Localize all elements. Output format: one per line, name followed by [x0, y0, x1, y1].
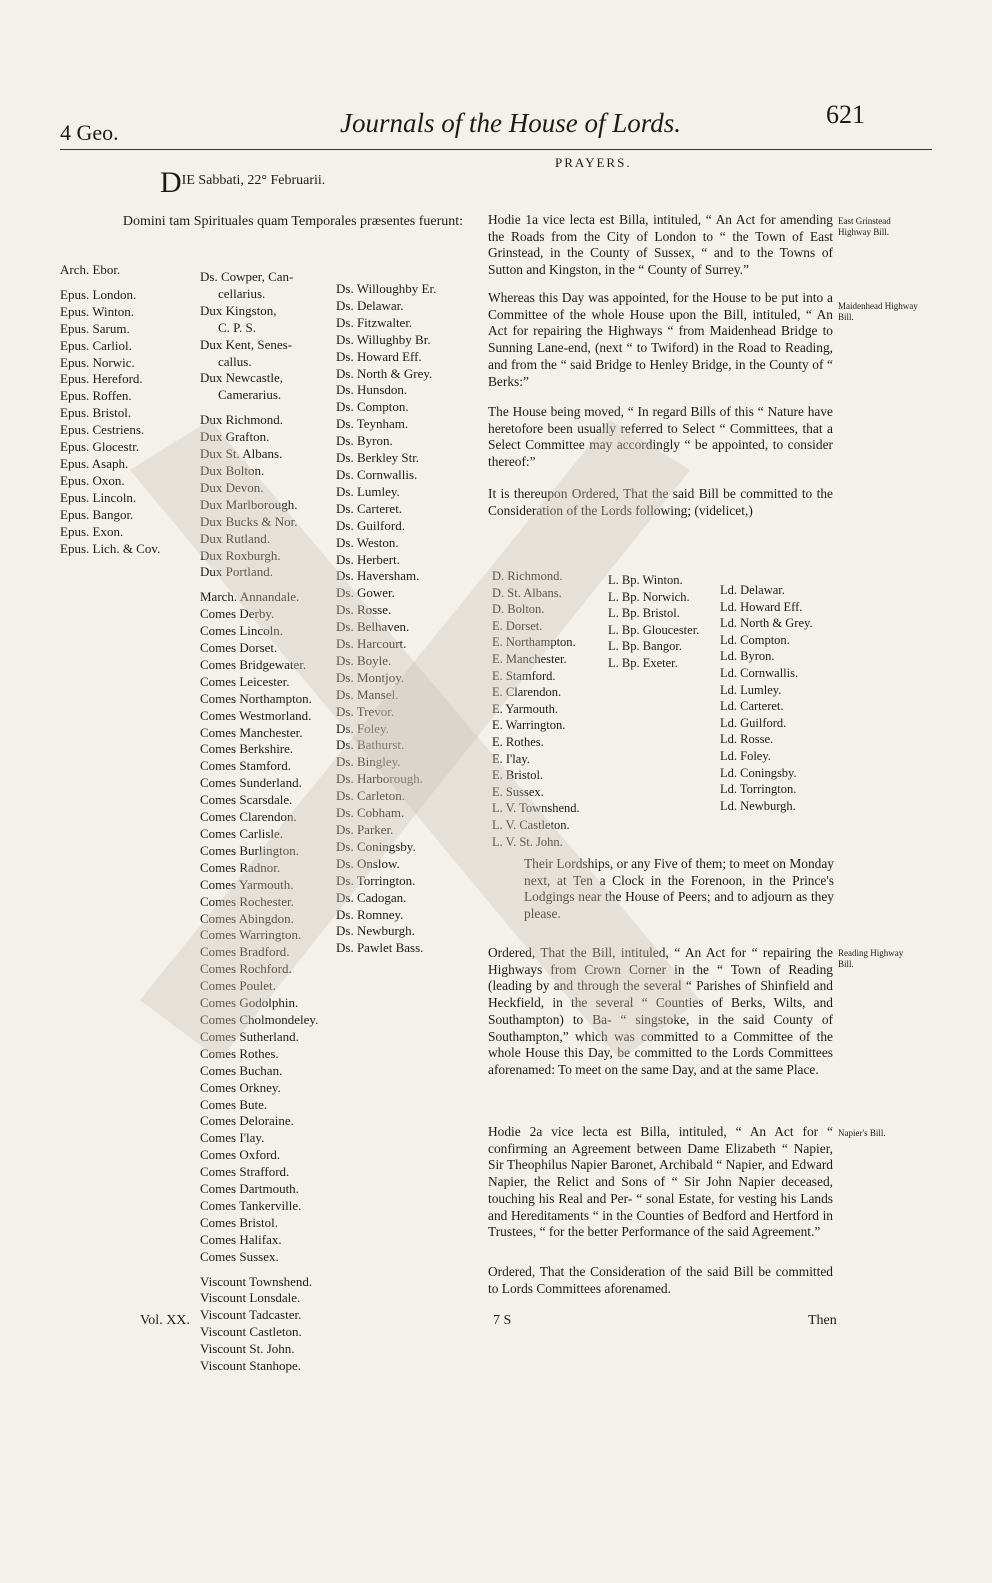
- name-entry: L. Bp. Exeter.: [608, 655, 678, 670]
- name-entry: March. Annandale.: [200, 589, 300, 605]
- name-entry: Comes Rochester.: [200, 893, 294, 909]
- name-entry: Viscount Tadcaster.: [200, 1307, 302, 1323]
- entry-east-grinstead-bill: Hodie 1a vice lecta est Billa, intituled, “ An Act for amending the Roads from the City of London to “ the Town of East Grinstead, in the County of Sussex, “ and to the Towns of Sutton and Kingston, in the “ County of Surrey.”: [488, 212, 833, 278]
- name-entry: Comes Northampton.: [200, 690, 312, 706]
- committee-lords-bishops: [608, 572, 699, 672]
- name-entry: Comes Dorset.: [200, 640, 278, 656]
- name-entry: Dux Kingston,: [200, 302, 277, 318]
- name-entry: Dux Bolton.: [200, 462, 265, 478]
- name-entry: Ds. Berkley Str.: [336, 450, 420, 466]
- name-entry: Ds. Boyle.: [336, 652, 392, 668]
- committee-lords-temporal: [492, 568, 580, 850]
- name-entry: Dux St. Albans.: [200, 446, 283, 462]
- name-entry: Epus. Roffen.: [60, 388, 132, 404]
- name-entry: Arch. Ebor.: [60, 262, 121, 277]
- catchword: Then: [808, 1313, 837, 1328]
- name-entry: Comes Radnor.: [200, 859, 281, 875]
- name-entry: Comes Carlisle.: [200, 826, 284, 841]
- name-entry: Ds. Rosse.: [336, 602, 392, 618]
- name-entry: Ds. Delawar.: [336, 297, 404, 313]
- name-entry: Ds. Weston.: [336, 534, 399, 550]
- name-entry: Comes Halifax.: [200, 1231, 282, 1247]
- name-entry: Epus. Carliol.: [60, 337, 132, 353]
- name-entry: Comes Rochford.: [200, 961, 292, 977]
- margin-note-maidenhead: Maidenhead Highway Bill.: [838, 301, 918, 322]
- name-entry: Ds. Harborough.: [336, 771, 424, 787]
- name-entry: Ds. Cornwallis.: [336, 466, 418, 482]
- name-entry: Ld. Carteret.: [720, 699, 784, 714]
- name-entry: Comes Bristol.: [200, 1214, 279, 1230]
- name-entry: Comes Bute.: [200, 1096, 268, 1112]
- name-entry: Ds. Bathurst.: [336, 737, 405, 753]
- name-entry: Comes Orkney.: [200, 1079, 281, 1095]
- name-entry: Ld. Guilford.: [720, 715, 787, 730]
- entry-napier-bill: Hodie 2a vice lecta est Billa, intituled, “ An Act for “ confirming an Agreement between Dame Elizabeth “ Napier, Sir Theophilus Napier Baronet, Archibald “ Napier, and Edward Napier, the Relict and Sons of “ Sir John Napier deceased, touching his Real and Per- “ sonal Estate, for vesting his Lands and Hereditaments “ in the Counties of Bedford and Hertford in Trustees, “ for the better Performance of the said Agreement.”: [488, 1124, 833, 1240]
- name-entry: Ld. North & Grey.: [720, 616, 813, 631]
- name-entry: E. Northampton.: [492, 635, 576, 650]
- name-entry: E. Sussex.: [492, 784, 544, 799]
- name-entry: Comes I'lay.: [200, 1130, 265, 1146]
- name-entry: E. Dorset.: [492, 618, 543, 633]
- name-entry: Comes Cholmondeley.: [200, 1011, 319, 1027]
- name-entry: Comes Berkshire.: [200, 741, 294, 757]
- name-entry: E. Rothes.: [492, 734, 544, 749]
- name-entry: Viscount Townshend.: [200, 1273, 313, 1289]
- name-entry: E. Yarmouth.: [492, 701, 558, 716]
- name-entry: Dux Newcastle,: [200, 370, 284, 386]
- name-entry: L. Bp. Gloucester.: [608, 622, 700, 637]
- name-entry: Ds. Haversham.: [336, 568, 420, 584]
- name-entry: Comes Poulet.: [200, 978, 276, 994]
- name-entry: Ds. Bingley.: [336, 754, 401, 770]
- name-entry: Ld. Howard Eff.: [720, 599, 803, 614]
- name-entry: Camerarius.: [218, 387, 282, 403]
- name-entry: Dux Richmond.: [200, 412, 284, 428]
- name-entry: Comes Derby.: [200, 606, 275, 622]
- name-entry: Ds. Guilford.: [336, 517, 405, 533]
- name-entry: Ds. Newburgh.: [336, 923, 415, 939]
- name-entry: Dux Grafton.: [200, 429, 270, 445]
- name-entry: Ld. Torrington.: [720, 782, 797, 797]
- name-entry: D. Bolton.: [492, 602, 545, 617]
- name-entry: Dux Bucks & Nor.: [200, 513, 298, 529]
- name-entry: Comes Strafford.: [200, 1164, 290, 1180]
- name-entry: Ds. Belhaven.: [336, 619, 410, 635]
- name-entry: Comes Oxford.: [200, 1147, 281, 1163]
- name-entry: D. St. Albans.: [492, 585, 562, 600]
- name-entry: Epus. Lincoln.: [60, 489, 137, 505]
- name-entry: Comes Stamford.: [200, 758, 291, 774]
- attendance-heading: Domini tam Spirituales quam Temporales præsentes fuerunt:: [122, 214, 464, 229]
- name-entry: Viscount Stanhope.: [200, 1358, 302, 1374]
- entry-reading-bill: Ordered, That the Bill, intituled, “ An Act for “ repairing the Highways from Crown Corner in the “ Town of Reading (leading by and through the several “ Parishes of Shinfield and Heckfield, in the several “ Counties of Berks, Wilts, and Southampton) to Ba- “ singstoke, in the said County of Southampton,” which was committed to a Committee of the whole House this Day, be committed to the Lords Committees aforenamed: To meet on the same Day, and at the same Place.: [488, 945, 833, 1077]
- margin-note-reading: Reading Highway Bill.: [838, 948, 904, 969]
- running-head-regnal-year: 4 Geo.: [60, 120, 119, 145]
- name-entry: Ds. Cowper, Can-: [200, 269, 294, 284]
- name-entry: Comes Clarendon.: [200, 809, 297, 825]
- name-entry: Comes Leicester.: [200, 673, 290, 689]
- name-entry: Comes Buchan.: [200, 1062, 283, 1078]
- name-entry: callus.: [218, 353, 252, 369]
- name-entry: Ds. Coningsby.: [336, 838, 416, 854]
- name-entry: L. Bp. Bristol.: [608, 606, 680, 621]
- name-entry: C. P. S.: [218, 319, 256, 335]
- name-entry: Ds. Onslow.: [336, 855, 400, 871]
- name-entry: Ld. Foley.: [720, 748, 771, 763]
- attendance-column-bishops: [60, 262, 160, 557]
- name-entry: Comes Bradford.: [200, 944, 290, 960]
- name-entry: Epus. Oxon.: [60, 472, 125, 488]
- name-entry: Ds. Cadogan.: [336, 889, 407, 905]
- name-entry: Epus. Winton.: [60, 303, 134, 319]
- name-entry: Ld. Rosse.: [720, 732, 774, 747]
- name-entry: E. Bristol.: [492, 768, 544, 783]
- name-entry: Viscount Lonsdale.: [200, 1290, 301, 1306]
- name-entry: Ds. Parker.: [336, 822, 394, 837]
- entry-house-moved: The House being moved, “ In regard Bills of this “ Nature have heretofore been usually referred to Select “ Committees, that a Select Committee may accordingly “ be appointed, to consider thereof:”: [488, 404, 833, 470]
- name-entry: Ds. Pawlet Bass.: [336, 940, 424, 956]
- name-entry: Comes Sunderland.: [200, 775, 302, 791]
- name-entry: Ld. Newburgh.: [720, 798, 796, 813]
- name-entry: Ds. Howard Eff.: [336, 348, 422, 364]
- name-entry: Ld. Coningsby.: [720, 765, 797, 780]
- name-entry: Comes Warrington.: [200, 927, 302, 943]
- name-entry: L. Bp. Winton.: [608, 573, 683, 587]
- name-entry: Ds. Carleton.: [336, 788, 405, 804]
- name-entry: Ds. Torrington.: [336, 872, 416, 888]
- name-entry: Comes Dartmouth.: [200, 1181, 299, 1197]
- name-entry: Epus. Lich. & Cov.: [60, 540, 161, 556]
- committee-lords-barons: [720, 582, 813, 814]
- name-entry: Ds. Willoughby Er.: [336, 281, 437, 296]
- name-entry: Epus. Bristol.: [60, 405, 132, 421]
- attendance-column-barons: [336, 281, 436, 957]
- drop-cap: D: [160, 166, 182, 199]
- name-entry: Dux Devon.: [200, 479, 264, 495]
- attendance-column-peers: [200, 269, 318, 1375]
- name-entry: Ds. Fitzwalter.: [336, 314, 413, 330]
- running-head-title: Journals of the House of Lords.: [340, 108, 682, 138]
- name-entry: Ld. Lumley.: [720, 682, 782, 697]
- volume-mark: Vol. XX.: [140, 1313, 190, 1328]
- name-entry: Ds. Teynham.: [336, 416, 409, 432]
- entry-maidenhead-bill: Whereas this Day was appointed, for the House to be put into a Committee of the whole House upon the Bill, intituled, “ An Act for repairing the Highways “ from Maidenhead Bridge to Sunning Lane-end, (next “ to Twiford) in the Road to Reading, and from the “ said Bridge to Henley Bridge, in the County of “ Berks:”: [488, 290, 833, 389]
- name-entry: L. V. Castleton.: [492, 817, 570, 832]
- name-entry: Comes Westmorland.: [200, 707, 312, 723]
- name-entry: Epus. Hereford.: [60, 371, 143, 387]
- name-entry: Ds. Harcourt.: [336, 636, 407, 652]
- name-entry: Ds. Herbert.: [336, 551, 400, 567]
- name-entry: Epus. Bangor.: [60, 506, 134, 522]
- name-entry: E. Warrington.: [492, 718, 566, 733]
- name-entry: D. Richmond.: [492, 569, 563, 583]
- name-entry: Epus. Glocestr.: [60, 439, 140, 455]
- name-entry: Ld. Delawar.: [720, 583, 785, 597]
- name-entry: Comes Abingdon.: [200, 910, 294, 926]
- signature-mark: 7 S: [493, 1313, 512, 1328]
- name-entry: Ds. Trevor.: [336, 703, 395, 719]
- margin-note-east-grinstead: East Grinstead Highway Bill.: [838, 216, 891, 237]
- name-entry: Ld. Byron.: [720, 649, 775, 664]
- name-entry: Epus. Norwic.: [60, 354, 135, 370]
- name-entry: Epus. London.: [60, 286, 137, 302]
- entry-lordships-meet: Their Lordships, or any Five of them; to meet on Monday next, at Ten a Clock in the Forenoon, in the Prince's Lodgings near the House of Peers; and to adjourn as they please.: [524, 856, 834, 922]
- name-entry: Dux Marlborough.: [200, 496, 298, 512]
- name-entry: E. Clarendon.: [492, 685, 562, 700]
- name-entry: E. Stamford.: [492, 668, 556, 683]
- name-entry: Comes Godolphin.: [200, 995, 299, 1011]
- name-entry: Ds. Montjoy.: [336, 669, 405, 685]
- name-entry: Comes Deloraine.: [200, 1113, 294, 1129]
- name-entry: Ds. Hunsdon.: [336, 382, 408, 398]
- name-entry: Ds. Mansel.: [336, 686, 399, 702]
- name-entry: Ds. Byron.: [336, 433, 393, 449]
- name-entry: E. I'lay.: [492, 751, 530, 766]
- name-entry: Ds. Foley.: [336, 720, 389, 736]
- session-date-text: IE Sabbati, 22° Februarii.: [181, 173, 326, 188]
- name-entry: E. Manchester.: [492, 651, 567, 666]
- entry-napier-order: Ordered, That the Consideration of the said Bill be committed to Lords Committees aforenamed.: [488, 1264, 833, 1296]
- session-date: [160, 168, 325, 198]
- name-entry: Comes Burlington.: [200, 842, 299, 858]
- name-entry: Comes Sutherland.: [200, 1028, 299, 1044]
- page-number: 621: [826, 100, 865, 129]
- name-entry: Comes Sussex.: [200, 1248, 279, 1264]
- name-entry: Ds. Compton.: [336, 399, 409, 415]
- name-entry: Dux Roxburgh.: [200, 547, 281, 563]
- entry-order-committal: It is thereupon Ordered, That the said Bill be committed to the Consideration of the Lords following; (videlicet,): [488, 486, 833, 518]
- name-entry: Epus. Exon.: [60, 523, 124, 539]
- name-entry: Comes Yarmouth.: [200, 876, 294, 892]
- name-entry: Dux Kent, Senes-: [200, 336, 293, 352]
- name-entry: L. Bp. Norwich.: [608, 589, 690, 604]
- name-entry: Viscount St. John.: [200, 1341, 295, 1357]
- name-entry: Ds. Romney.: [336, 906, 404, 922]
- name-entry: Ds. North & Grey.: [336, 365, 433, 381]
- margin-note-napier: Napier's Bill.: [838, 1128, 886, 1138]
- name-entry: Ds. Cobham.: [336, 805, 405, 821]
- name-entry: Viscount Castleton.: [200, 1324, 302, 1340]
- name-entry: Ds. Willughby Br.: [336, 331, 431, 347]
- name-entry: L. Bp. Bangor.: [608, 639, 682, 654]
- name-entry: Ds. Gower.: [336, 585, 395, 601]
- name-entry: Dux Rutland.: [200, 530, 271, 546]
- name-entry: Ds. Carteret.: [336, 500, 403, 516]
- name-entry: cellarius.: [218, 285, 266, 301]
- name-entry: Epus. Sarum.: [60, 320, 130, 336]
- name-entry: Ld. Cornwallis.: [720, 665, 799, 680]
- name-entry: Comes Lincoln.: [200, 623, 284, 639]
- name-entry: Dux Portland.: [200, 564, 273, 580]
- name-entry: Comes Rothes.: [200, 1045, 279, 1061]
- name-entry: Comes Bridgewater.: [200, 656, 307, 672]
- name-entry: Comes Scarsdale.: [200, 792, 293, 808]
- name-entry: Epus. Asaph.: [60, 455, 129, 471]
- name-entry: L. V. St. John.: [492, 834, 563, 849]
- name-entry: Ds. Lumley.: [336, 483, 400, 499]
- name-entry: Comes Manchester.: [200, 724, 303, 740]
- name-entry: Epus. Cestriens.: [60, 422, 145, 438]
- prayers-heading: PRAYERS.: [555, 155, 632, 170]
- name-entry: L. V. Townshend.: [492, 801, 580, 816]
- header-rule: [60, 149, 932, 150]
- name-entry: Comes Tankerville.: [200, 1197, 302, 1213]
- name-entry: Ld. Compton.: [720, 632, 790, 647]
